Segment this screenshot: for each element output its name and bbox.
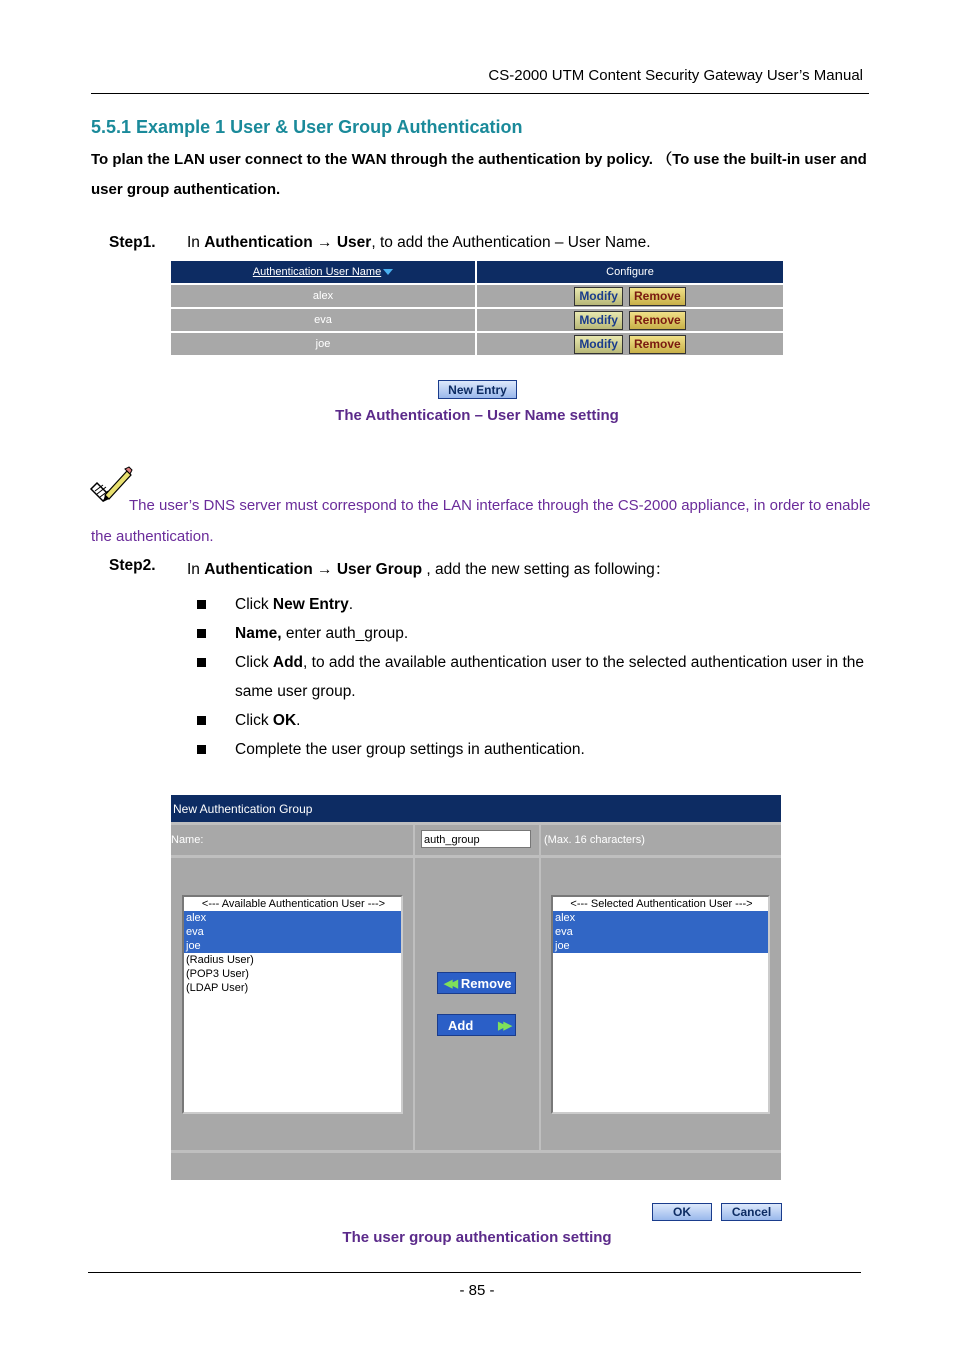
ok-button[interactable]: OK bbox=[652, 1203, 712, 1221]
bullet-square-icon bbox=[197, 658, 206, 667]
bullet-text: enter auth_group. bbox=[281, 625, 409, 642]
name-hint: (Max. 16 characters) bbox=[544, 834, 645, 846]
modify-button[interactable]: Modify bbox=[574, 335, 623, 354]
step1-label: Step1. bbox=[109, 234, 156, 251]
modify-button[interactable]: Modify bbox=[574, 287, 623, 306]
bullet-text: . bbox=[296, 712, 301, 729]
bullet-square-icon bbox=[197, 745, 206, 754]
user-name-cell: joe bbox=[171, 333, 475, 355]
table-row bbox=[171, 285, 783, 307]
configure-cell bbox=[477, 309, 783, 331]
bullet-text: . bbox=[348, 596, 354, 613]
list-option[interactable]: joe bbox=[184, 939, 401, 953]
section-title: 5.5.1 Example 1 User & User Group Authentication bbox=[91, 117, 523, 137]
bullet-text: Click bbox=[235, 596, 273, 613]
manual-header: CS-2000 UTM Content Security Gateway User’s Manual bbox=[488, 67, 863, 84]
new-auth-group-form bbox=[171, 795, 781, 1180]
list-header: <--- Selected Authentication User ---> bbox=[570, 898, 753, 910]
step2-item: User Group bbox=[336, 561, 423, 578]
header-rule bbox=[91, 93, 869, 94]
list-option[interactable]: eva bbox=[553, 925, 768, 939]
remove-user-label: Remove bbox=[460, 975, 512, 991]
footer-rule bbox=[88, 1272, 861, 1273]
bullet-text: Complete the user group settings in authentication. bbox=[235, 741, 585, 758]
form-footer-bar bbox=[171, 1153, 781, 1180]
list-header: <--- Available Authentication User ---> bbox=[201, 898, 386, 910]
col-user-name-label[interactable]: Authentication User Name bbox=[252, 266, 382, 278]
bullet-square-icon bbox=[197, 600, 206, 609]
list-item bbox=[195, 735, 865, 764]
user-name-table bbox=[171, 261, 783, 357]
step2-text bbox=[187, 557, 670, 579]
available-users-list[interactable] bbox=[182, 895, 403, 1114]
form-title: New Authentication Group bbox=[171, 795, 781, 822]
list-option[interactable]: eva bbox=[184, 925, 401, 939]
bullet-text: , to add the available authentication user to the selected authentication user in the same user group. bbox=[235, 654, 864, 700]
intro-text: To plan the LAN user connect to the WAN through the authentication by policy. （To use the built-in user and user group authentication. bbox=[91, 151, 867, 198]
cancel-button[interactable]: Cancel bbox=[721, 1203, 782, 1221]
step2 bbox=[109, 557, 869, 577]
remove-user-button[interactable] bbox=[437, 972, 516, 994]
remove-button[interactable]: Remove bbox=[629, 335, 686, 354]
step1-arrow: → bbox=[317, 234, 333, 251]
bullet-square-icon bbox=[197, 629, 206, 638]
step1-suffix: , to add the Authentication – User Name. bbox=[371, 234, 651, 251]
bullet-text: Click bbox=[235, 712, 273, 729]
group-name-input[interactable]: auth_group bbox=[421, 830, 531, 848]
double-left-arrow-icon: ◀◀ bbox=[444, 977, 455, 990]
list-item bbox=[195, 590, 865, 619]
step1 bbox=[109, 234, 869, 254]
name-label-cell bbox=[171, 825, 413, 855]
modify-button[interactable]: Modify bbox=[574, 311, 623, 330]
col-configure-header: Configure bbox=[477, 261, 783, 283]
bullet-bold: OK bbox=[272, 712, 297, 729]
table-row bbox=[171, 309, 783, 331]
list-option[interactable]: (LDAP User) bbox=[186, 982, 249, 994]
list-option[interactable]: joe bbox=[553, 939, 768, 953]
bullet-text: Click bbox=[235, 654, 273, 671]
list-option[interactable]: (POP3 User) bbox=[186, 968, 249, 980]
remove-button[interactable]: Remove bbox=[629, 311, 686, 330]
step1-prefix: In bbox=[187, 234, 205, 251]
step2-menu: Authentication bbox=[204, 561, 313, 578]
add-user-label: Add bbox=[448, 1017, 474, 1033]
remove-button[interactable]: Remove bbox=[629, 287, 686, 306]
step1-menu: Authentication bbox=[204, 234, 313, 251]
bullet-bold: Add bbox=[272, 654, 304, 671]
add-user-button[interactable] bbox=[437, 1014, 516, 1036]
instruction-list bbox=[195, 590, 865, 764]
double-right-arrow-icon: ▶▶ bbox=[498, 1019, 509, 1032]
user-name-cell: eva bbox=[171, 309, 475, 331]
user-name-cell: alex bbox=[171, 285, 475, 307]
name-label: Name: bbox=[171, 834, 204, 846]
new-entry-button[interactable]: New Entry bbox=[438, 380, 517, 399]
step2-label: Step2. bbox=[109, 557, 156, 574]
table-row bbox=[171, 333, 783, 355]
step2-suffix: , add the new setting as following： bbox=[422, 561, 671, 578]
step1-text bbox=[187, 234, 651, 252]
bullet-bold: Name, bbox=[235, 625, 282, 642]
list-item bbox=[195, 648, 865, 706]
list-item bbox=[195, 706, 865, 735]
step2-arrow: → bbox=[317, 561, 333, 578]
list-option[interactable]: alex bbox=[184, 911, 401, 925]
configure-cell bbox=[477, 333, 783, 355]
figure-caption-2: The user group authentication setting bbox=[342, 1229, 612, 1246]
action-buttons-cell bbox=[415, 858, 539, 1150]
note-text: The user’s DNS server must correspond to the LAN interface through the CS-2000 appliance, in order to enable the authentication. bbox=[91, 497, 871, 545]
bullet-bold: New Entry bbox=[272, 596, 349, 613]
list-option[interactable]: alex bbox=[553, 911, 768, 925]
step2-prefix: In bbox=[187, 561, 205, 578]
figure-caption-1: The Authentication – User Name setting bbox=[335, 407, 619, 424]
name-hint-cell bbox=[541, 825, 781, 855]
page-number: - 85 - bbox=[459, 1282, 495, 1299]
bullet-square-icon bbox=[197, 716, 206, 725]
selected-users-list[interactable] bbox=[551, 895, 770, 1114]
sort-down-icon bbox=[383, 269, 393, 275]
table-header-row bbox=[171, 261, 783, 283]
list-item bbox=[195, 619, 865, 648]
list-option[interactable]: (Radius User) bbox=[186, 954, 254, 966]
step1-item: User bbox=[336, 234, 372, 251]
configure-cell bbox=[477, 285, 783, 307]
col-user-name-header[interactable] bbox=[171, 261, 475, 283]
